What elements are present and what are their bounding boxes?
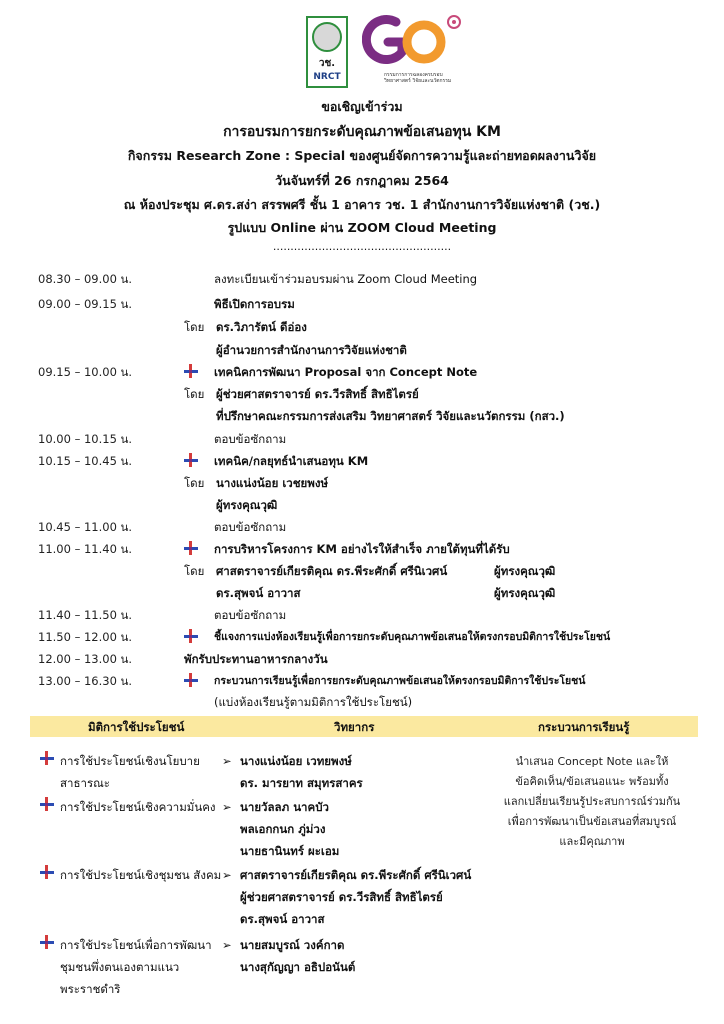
speaker-role: ผู้ทรงคุณวุฒิ (494, 564, 556, 578)
speaker-name: นางสุกัญญา อธิปอนันต์ (240, 960, 356, 974)
schedule-item: พิธีเปิดการอบรม (214, 297, 295, 311)
60-years-logo-icon (362, 12, 466, 74)
logos (306, 12, 466, 90)
bullet-icon (184, 363, 200, 379)
schedule-item: ชี้แจงการแบ่งห้องเรียนรู้เพื่อการยกระดับคุณภาพข้อเสนอให้ตรงกรอบมิติการใช้ประโยชน์ (214, 631, 611, 643)
bullet-icon (184, 628, 200, 644)
divider-dots: ................................................... (272, 240, 452, 253)
invite-line: ขอเชิญเข้าร่วม (321, 99, 403, 114)
schedule-item: พักรับประทานอาหารกลางวัน (184, 652, 328, 666)
60-years-logo (362, 12, 466, 90)
speaker-name: นายสมบูรณ์ วงค์กาด (240, 938, 345, 952)
arrow-icon: ➢ (222, 754, 232, 768)
schedule-item: เทคนิคการพัฒนา Proposal จาก Concept Note (214, 365, 478, 379)
event-title: การอบรมการยกระดับคุณภาพข้อเสนอทุน KM (223, 124, 501, 140)
schedule-item: การบริหารโครงการ KM อย่างไรให้สำเร็จ ภายใต้ทุนที่ได้รับ (214, 542, 510, 556)
nrct-logo-abbrev: NRCT (313, 72, 341, 82)
speaker-name: ผู้ช่วยศาสตราจารย์ ดร.วีรสิทธิ์ สิทธิไตรย์ (240, 890, 443, 904)
process-text: เพื่อการพัฒนาเป็นข้อเสนอที่สมบูรณ์ (507, 815, 677, 828)
schedule-item: เทคนิค/กลยุทธ์นำเสนอทุน KM (214, 454, 369, 468)
dimension-text: การใช้ประโยชน์เชิงนโยบาย (60, 754, 200, 768)
schedule-time: 10.00 – 10.15 น. (38, 432, 133, 446)
bullet-icon (40, 934, 56, 950)
dimension-text: การใช้ประโยชน์เชิงความมั่นคง (60, 800, 216, 814)
speaker-role: ผู้อำนวยการสำนักงานการวิจัยแห่งชาติ (216, 343, 407, 357)
speaker-name: ดร.วิภารัตน์ ดีอ่อง (216, 320, 307, 334)
arrow-icon: ➢ (222, 800, 232, 814)
process-text: และมีคุณภาพ (559, 835, 625, 848)
speaker-role: ผู้ทรงคุณวุฒิ (216, 498, 278, 512)
by-label: โดย (184, 320, 205, 334)
bullet-icon (184, 672, 200, 688)
schedule-item: ลงทะเบียนเข้าร่วมอบรมผ่าน Zoom Cloud Meeting (214, 272, 478, 286)
by-label: โดย (184, 387, 205, 401)
by-label: โดย (184, 564, 205, 578)
schedule-note: (แบ่งห้องเรียนรู้ตามมิติการใช้ประโยชน์) (214, 695, 413, 709)
column-header-process: กระบวนการเรียนรู้ (538, 720, 630, 734)
bullet-icon (40, 796, 56, 812)
speaker-name: นายวัลลภ นาคบัว (240, 800, 329, 814)
process-column (492, 752, 692, 852)
column-header-dimension: มิติการใช้ประโยชน์ (88, 720, 185, 734)
by-label: โดย (184, 476, 205, 490)
process-text: แลกเปลี่ยนเรียนรู้ประสบการณ์ร่วมกัน (503, 795, 681, 808)
dimension-text: พระราชดำริ (60, 982, 121, 996)
dimension-text: การใช้ประโยชน์เชิงชุมชน สังคม (60, 868, 222, 882)
schedule-time: 10.45 – 11.00 น. (38, 520, 133, 534)
schedule-time: 11.00 – 11.40 น. (38, 542, 133, 556)
activity-line: กิจกรรม Research Zone : Special ของศูนย์จัดการความรู้และถ่ายทอดผลงานวิจัย (127, 148, 597, 163)
dimension-text: การใช้ประโยชน์เพื่อการพัฒนา (60, 938, 212, 952)
schedule-time: 09.15 – 10.00 น. (38, 365, 133, 379)
nrct-logo-text: วช. (318, 58, 336, 69)
arrow-icon: ➢ (222, 938, 232, 952)
bullet-icon (40, 864, 56, 880)
table-header (30, 716, 698, 737)
arrow-icon: ➢ (222, 868, 232, 882)
schedule-time: 10.15 – 10.45 น. (38, 454, 133, 468)
venue-line: ณ ห้องประชุม ศ.ดร.สง่า สรรพศรี ชั้น 1 อาคาร วช. 1 สำนักงานการวิจัยแห่งชาติ (วช.) (123, 197, 601, 212)
schedule-time: 13.00 – 16.30 น. (38, 674, 133, 688)
process-text: นำเสนอ Concept Note และให้ (515, 755, 669, 768)
format-line: รูปแบบ Online ผ่าน ZOOM Cloud Meeting (227, 220, 497, 235)
speaker-name: นางแน่งน้อย เวทยพงษ์ (240, 754, 352, 768)
speaker-name: นายธานินทร์ ผะเอม (240, 844, 340, 858)
schedule-item: ตอบข้อซักถาม (214, 432, 287, 446)
schedule-time: 11.40 – 11.50 น. (38, 608, 133, 622)
dimension-text: ชุมชนพึ่งตนเองตามแนว (60, 960, 180, 974)
speaker-name: ดร. มารยาท สมุทรสาคร (240, 776, 363, 790)
speaker-name: ผู้ช่วยศาสตราจารย์ ดร.วีรสิทธิ์ สิทธิไตรย์ (216, 387, 419, 401)
dimension-text: สาธารณะ (60, 776, 110, 790)
bullet-icon (184, 540, 200, 556)
bullet-icon (40, 750, 56, 766)
schedule-item: ตอบข้อซักถาม (214, 520, 287, 534)
nrct-logo (306, 16, 348, 88)
speaker-role: ที่ปรึกษาคณะกรรมการส่งเสริม วิทยาศาสตร์ วิจัยและนวัตกรรม (กสว.) (216, 409, 565, 423)
nrct-seal-icon (312, 22, 342, 52)
speaker-name: ดร.สุพจน์ อาวาส (216, 586, 301, 600)
speaker-name: พลเอกกนก ภู่ม่วง (240, 822, 326, 836)
speaker-role: ผู้ทรงคุณวุฒิ (494, 586, 556, 600)
schedule-time: 11.50 – 12.00 น. (38, 630, 133, 644)
speaker-name: นางแน่งน้อย เวชยพงษ์ (216, 476, 329, 490)
schedule-item: กระบวนการเรียนรู้เพื่อการยกระดับคุณภาพข้อเสนอให้ตรงกรอบมิติการใช้ประโยชน์ (214, 675, 586, 687)
schedule-time: 12.00 – 13.00 น. (38, 652, 133, 666)
process-text: ข้อคิดเห็น/ข้อเสนอแนะ พร้อมทั้ง (515, 775, 669, 788)
date-line: วันจันทร์ที่ 26 กรกฎาคม 2564 (275, 173, 449, 188)
speaker-name: ดร.สุพจน์ อาวาส (240, 912, 325, 926)
schedule-time: 08.30 – 09.00 น. (38, 272, 133, 286)
schedule-item: ตอบข้อซักถาม (214, 608, 287, 622)
speaker-name: ศาสตราจารย์เกียรติคุณ ดร.พีระศักดิ์ ศรีนิเวศน์ (240, 868, 472, 882)
schedule-time: 09.00 – 09.15 น. (38, 297, 133, 311)
60-years-logo-caption: กรรมการการฉลองครบรอบ วิทยาศาสตร์ วิจัยและนวัตกรรม (384, 72, 452, 84)
speaker-name: ศาสตราจารย์เกียรติคุณ ดร.พีระศักดิ์ ศรีนิเวศน์ (216, 564, 448, 578)
column-header-speakers: วิทยากร (334, 720, 375, 734)
bullet-icon (184, 452, 200, 468)
